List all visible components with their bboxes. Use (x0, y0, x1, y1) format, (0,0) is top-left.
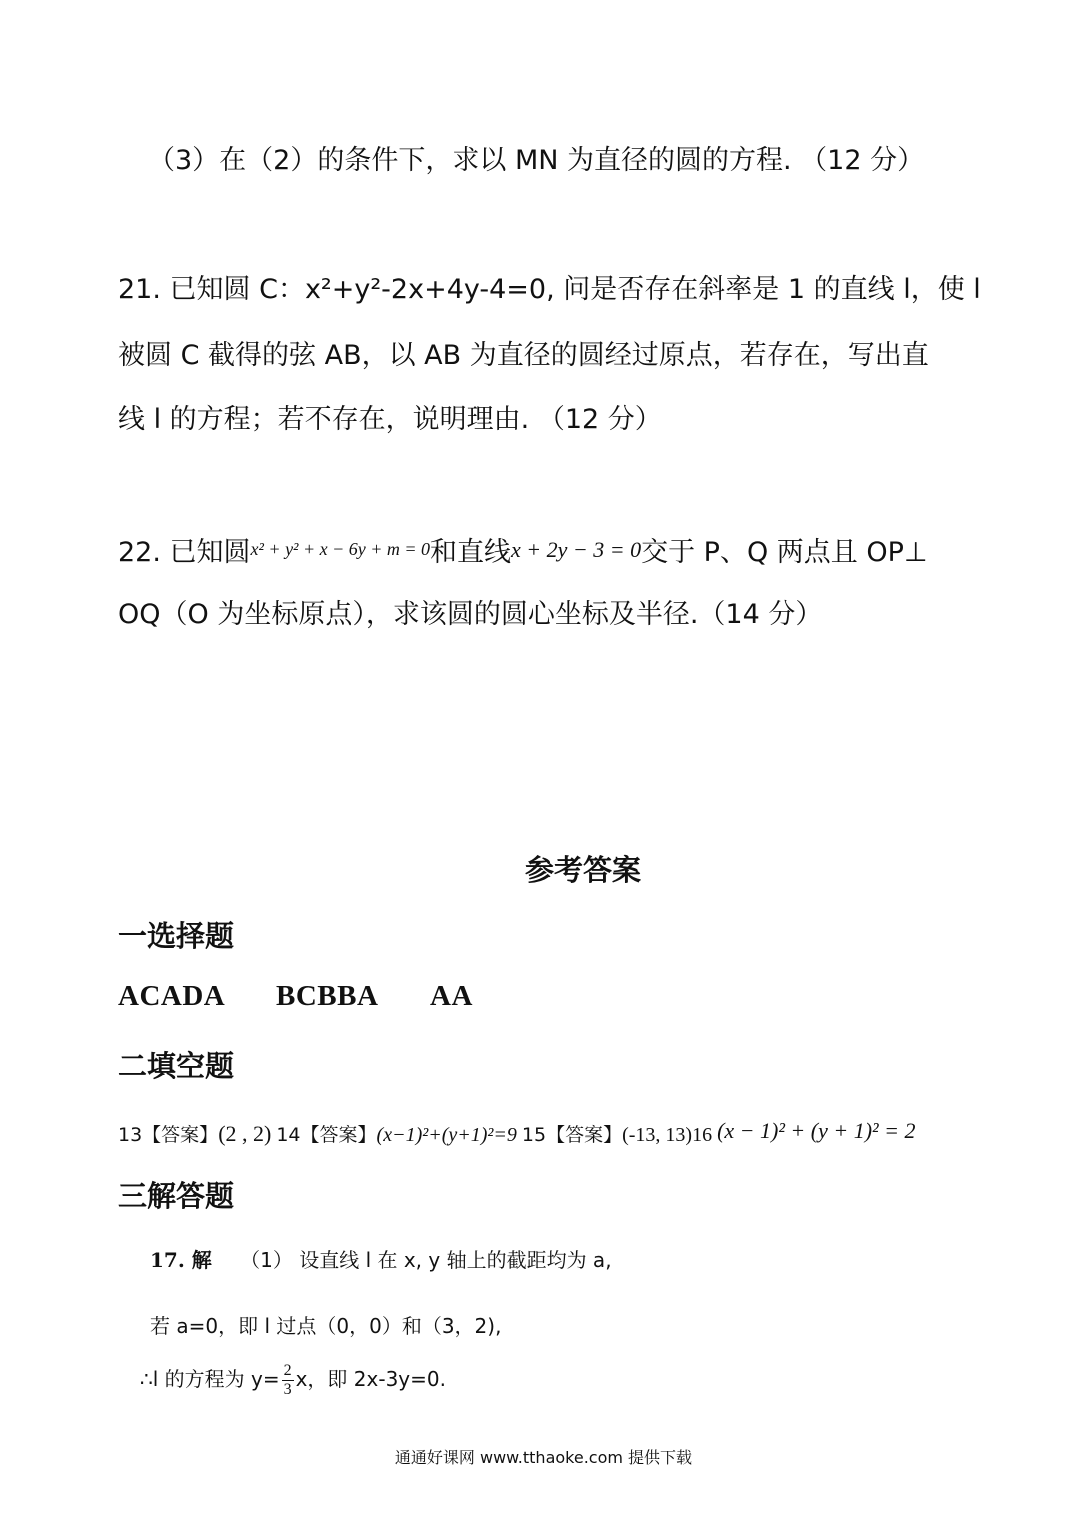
q22-suffix: 交于 P、Q 两点且 OP⊥ (641, 537, 928, 568)
q17-text1: （1） 设直线 l 在 x, y 轴上的截距均为 a, (240, 1248, 612, 1272)
q22-line2: OQ（O 为坐标原点），求该圆的圆心坐标及半径.（14 分） (118, 599, 823, 630)
fraction-numerator: 2 (283, 1362, 292, 1379)
choice-answers (118, 980, 473, 1013)
q16-label: 16 (692, 1124, 713, 1146)
footer-credit: 通通好课网 www.tthaoke.com 提供下载 (394, 1448, 693, 1467)
fill-answers (118, 1118, 916, 1147)
q17-line3-prefix: ∴l 的方程为 y= (140, 1367, 280, 1391)
choice-group-2: BCBBA (276, 980, 379, 1012)
fraction-denominator: 3 (283, 1381, 292, 1398)
q13-label: 13【答案】 (118, 1124, 219, 1146)
q16-value: (x − 1)² + (y + 1)² = 2 (717, 1118, 916, 1143)
section-solve-title: 三解答题 (118, 1179, 235, 1213)
q21-line3: 线 l 的方程；若不存在，说明理由. （12 分） (118, 404, 662, 435)
q17-line2: 若 a=0，即 l 过点（0，0）和（3，2), (150, 1314, 502, 1338)
q22-mid: 和直线 (430, 537, 512, 568)
answers-title: 参考答案 (525, 853, 642, 887)
section-choice-title: 一选择题 (118, 919, 235, 953)
q17-line1 (150, 1244, 612, 1273)
section-fill-title: 二填空题 (118, 1049, 235, 1083)
q22-line1 (118, 530, 927, 569)
q17-line3 (140, 1362, 446, 1399)
q14-value: (x−1)²+(y+1)²=9 (376, 1124, 517, 1146)
q15-label: 15【答案】 (521, 1124, 623, 1146)
choice-group-1: ACADA (118, 980, 226, 1012)
q13-value: (2 , 2) (218, 1121, 272, 1146)
q15-value: (-13, 13) (622, 1124, 693, 1146)
q21-line1: 21. 已知圆 C：x²+y²-2x+4y-4=0, 问是否存在斜率是 1 的直线 l，使 l (118, 274, 981, 305)
q22-prefix: 22. 已知圆 (118, 537, 251, 568)
q14-label: 14【答案】 (276, 1124, 377, 1146)
q22-line-equation: x + 2y − 3 = 0 (511, 537, 642, 562)
fraction-two-thirds (282, 1362, 294, 1399)
q20-part3: （3）在（2）的条件下，求以 MN 为直径的圆的方程. （12 分） (148, 145, 925, 176)
q17-head: 17. 解 (150, 1248, 212, 1272)
choice-group-3: AA (430, 980, 473, 1012)
q17-line3-suffix: x，即 2x-3y=0. (295, 1367, 446, 1391)
q22-circle-equation: x² + y² + x − 6y + m = 0 (250, 539, 431, 559)
q21-line2: 被圆 C 截得的弦 AB，以 AB 为直径的圆经过原点，若存在，写出直 (118, 340, 929, 371)
